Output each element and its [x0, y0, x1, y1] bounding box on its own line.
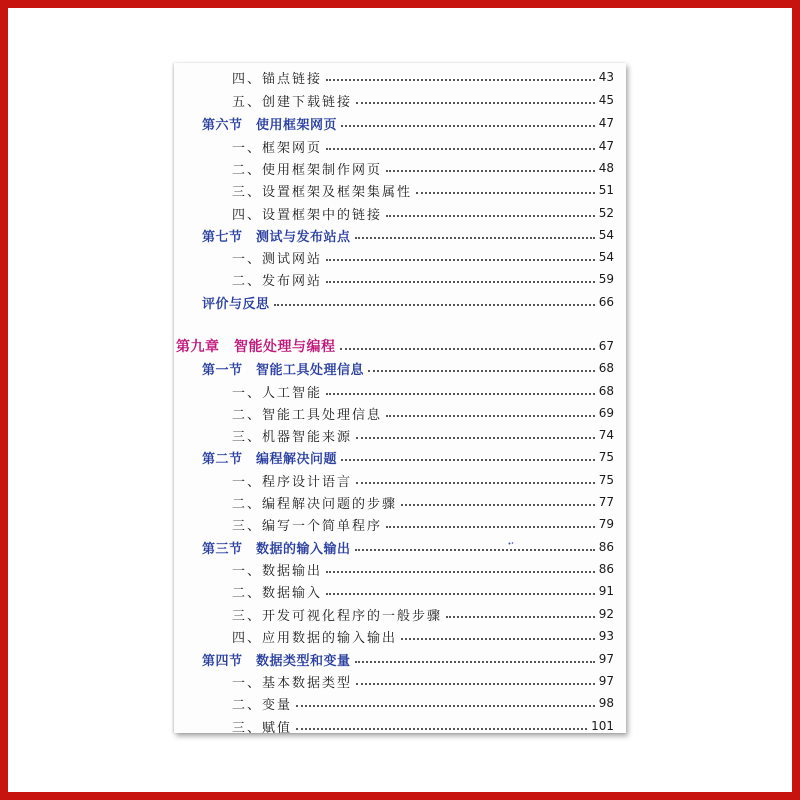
dot-leader: [296, 705, 595, 707]
toc-entry-title: 三、开发可视化程序的一般步骤: [232, 608, 443, 624]
toc-entry-title: 第四节 数据类型和变量: [202, 653, 351, 669]
dot-leader: [386, 415, 595, 417]
toc-page-number: 86: [598, 562, 614, 576]
toc-entry-title: 二、数据输入: [232, 585, 323, 601]
toc-entry: [232, 135, 614, 157]
toc-page-number: 47: [598, 139, 614, 153]
toc-entry-title: 第一节 智能工具处理信息: [202, 362, 365, 378]
dot-leader: [356, 437, 595, 439]
toc-page-number: 79: [598, 517, 614, 531]
toc-entry: [232, 402, 614, 424]
toc-page-number: 98: [598, 696, 614, 710]
toc-entry: [232, 603, 614, 625]
toc-entry-title: 三、编写一个简单程序: [232, 518, 383, 534]
toc-entry-title: 第二节 编程解决问题: [202, 451, 338, 467]
toc-entry: [232, 179, 614, 201]
book-page: [174, 63, 626, 736]
toc-page-number: 52: [598, 206, 614, 220]
toc-page-number: 45: [598, 93, 614, 107]
dot-leader: [356, 102, 595, 104]
toc-page-number: 54: [598, 228, 614, 242]
toc-entry: [232, 469, 614, 491]
toc-page-number: 68: [598, 361, 614, 375]
dot-leader: [326, 281, 595, 283]
dot-leader: [355, 237, 595, 239]
toc-page-number: 48: [598, 161, 614, 175]
dot-leader: [368, 370, 595, 372]
toc-entry-title: 第七节 测试与发布站点: [202, 229, 351, 245]
toc-entry-title: 一、数据输出: [232, 563, 323, 579]
toc-page-number: 67: [598, 339, 614, 353]
dot-leader: [341, 125, 595, 127]
dot-leader: [355, 549, 595, 551]
toc-section-heading: [202, 112, 614, 134]
toc-entry-title: 四、锚点链接: [232, 71, 323, 87]
toc-entry-title: 四、应用数据的输入输出: [232, 630, 398, 646]
toc-entry: [232, 380, 614, 402]
toc-review-heading: [202, 291, 614, 313]
ink-speck: [508, 530, 514, 533]
toc-page-number: 51: [598, 183, 614, 197]
toc-entry-title: 二、智能工具处理信息: [232, 407, 383, 423]
dot-leader: [401, 638, 595, 640]
toc-entry: [232, 268, 614, 290]
toc-page-number: 68: [598, 384, 614, 398]
toc-entry-title: 第九章 智能处理与编程: [176, 339, 336, 355]
toc-section-heading: [202, 224, 614, 246]
toc-entry-title: 二、编程解决问题的步骤: [232, 496, 398, 512]
toc-entry-title: 三、设置框架及框架集属性: [232, 184, 413, 200]
toc-page-number: 97: [598, 652, 614, 666]
dot-leader: [326, 79, 595, 81]
toc-entry: [232, 625, 614, 647]
dot-leader: [326, 593, 595, 595]
dot-leader: [356, 482, 595, 484]
toc-entry-title: 第六节 使用框架网页: [202, 117, 338, 133]
dot-leader: [401, 504, 595, 506]
dot-leader: [296, 728, 587, 730]
toc-entry-title: 一、测试网站: [232, 251, 323, 267]
toc-entry-title: 一、程序设计语言: [232, 474, 353, 490]
dot-leader: [326, 571, 595, 573]
toc-page-number: 92: [598, 607, 614, 621]
toc-page-number: 75: [598, 473, 614, 487]
toc-page-number: 69: [598, 406, 614, 420]
toc-page-number: 74: [598, 428, 614, 442]
toc-page-number: 75: [598, 450, 614, 464]
toc-page-number: 101: [591, 719, 614, 733]
dot-leader: [386, 215, 595, 217]
toc-entry: [232, 66, 614, 88]
dot-leader: [340, 348, 595, 350]
toc-entry-title: 一、框架网页: [232, 140, 323, 156]
toc-section-heading: [202, 536, 614, 558]
toc-entry: [232, 670, 614, 692]
toc-entry-title: 四、设置框架中的链接: [232, 207, 383, 223]
dot-leader: [326, 393, 595, 395]
toc-entry-title: 第三节 数据的输入输出: [202, 541, 351, 557]
toc-page-number: 43: [598, 70, 614, 84]
dot-leader: [326, 259, 595, 261]
toc-entry: [232, 202, 614, 224]
dot-leader: [416, 192, 595, 194]
toc-entry-title: 五、创建下载链接: [232, 94, 353, 110]
toc-entry: [232, 89, 614, 111]
toc-entry: [232, 157, 614, 179]
dot-leader: [446, 616, 595, 618]
toc-page-number: 93: [598, 629, 614, 643]
toc-page-number: 86: [598, 540, 614, 554]
toc-section-heading: [202, 648, 614, 670]
toc-entry-title: 三、机器智能来源: [232, 429, 353, 445]
dot-leader: [274, 304, 595, 306]
dot-leader: [355, 661, 595, 663]
toc-entry: [232, 692, 614, 714]
toc-page-number: 66: [598, 295, 614, 309]
toc-entry-title: 一、人工智能: [232, 385, 323, 401]
toc-section-heading: [202, 357, 614, 379]
toc-entry: [232, 491, 614, 513]
dot-leader: [356, 683, 595, 685]
toc-page-number: 91: [598, 584, 614, 598]
toc-entry: [232, 558, 614, 580]
dot-leader: [326, 148, 595, 150]
toc-entry: [232, 715, 614, 737]
toc-entry-title: 二、使用框架制作网页: [232, 162, 383, 178]
toc-entry-title: 评价与反思: [202, 296, 270, 312]
toc-entry-title: 三、赋值: [232, 720, 293, 736]
toc-chapter-heading: [176, 335, 614, 357]
toc-entry: [232, 580, 614, 602]
toc-page-number: 97: [598, 674, 614, 688]
toc-section-heading: [202, 446, 614, 468]
toc-entry-title: 一、基本数据类型: [232, 675, 353, 691]
toc-page-number: 47: [598, 116, 614, 130]
toc-page-number: 59: [598, 272, 614, 286]
toc-entry-title: 二、变量: [232, 697, 293, 713]
dot-leader: [386, 170, 595, 172]
toc-entry-title: 二、发布网站: [232, 273, 323, 289]
toc-entry: [232, 424, 614, 446]
dot-leader: [341, 459, 595, 461]
dot-leader: [386, 526, 595, 528]
toc-page-number: 77: [598, 495, 614, 509]
toc-page-number: 54: [598, 250, 614, 264]
toc-entry: [232, 513, 614, 535]
toc-entry: [232, 246, 614, 268]
